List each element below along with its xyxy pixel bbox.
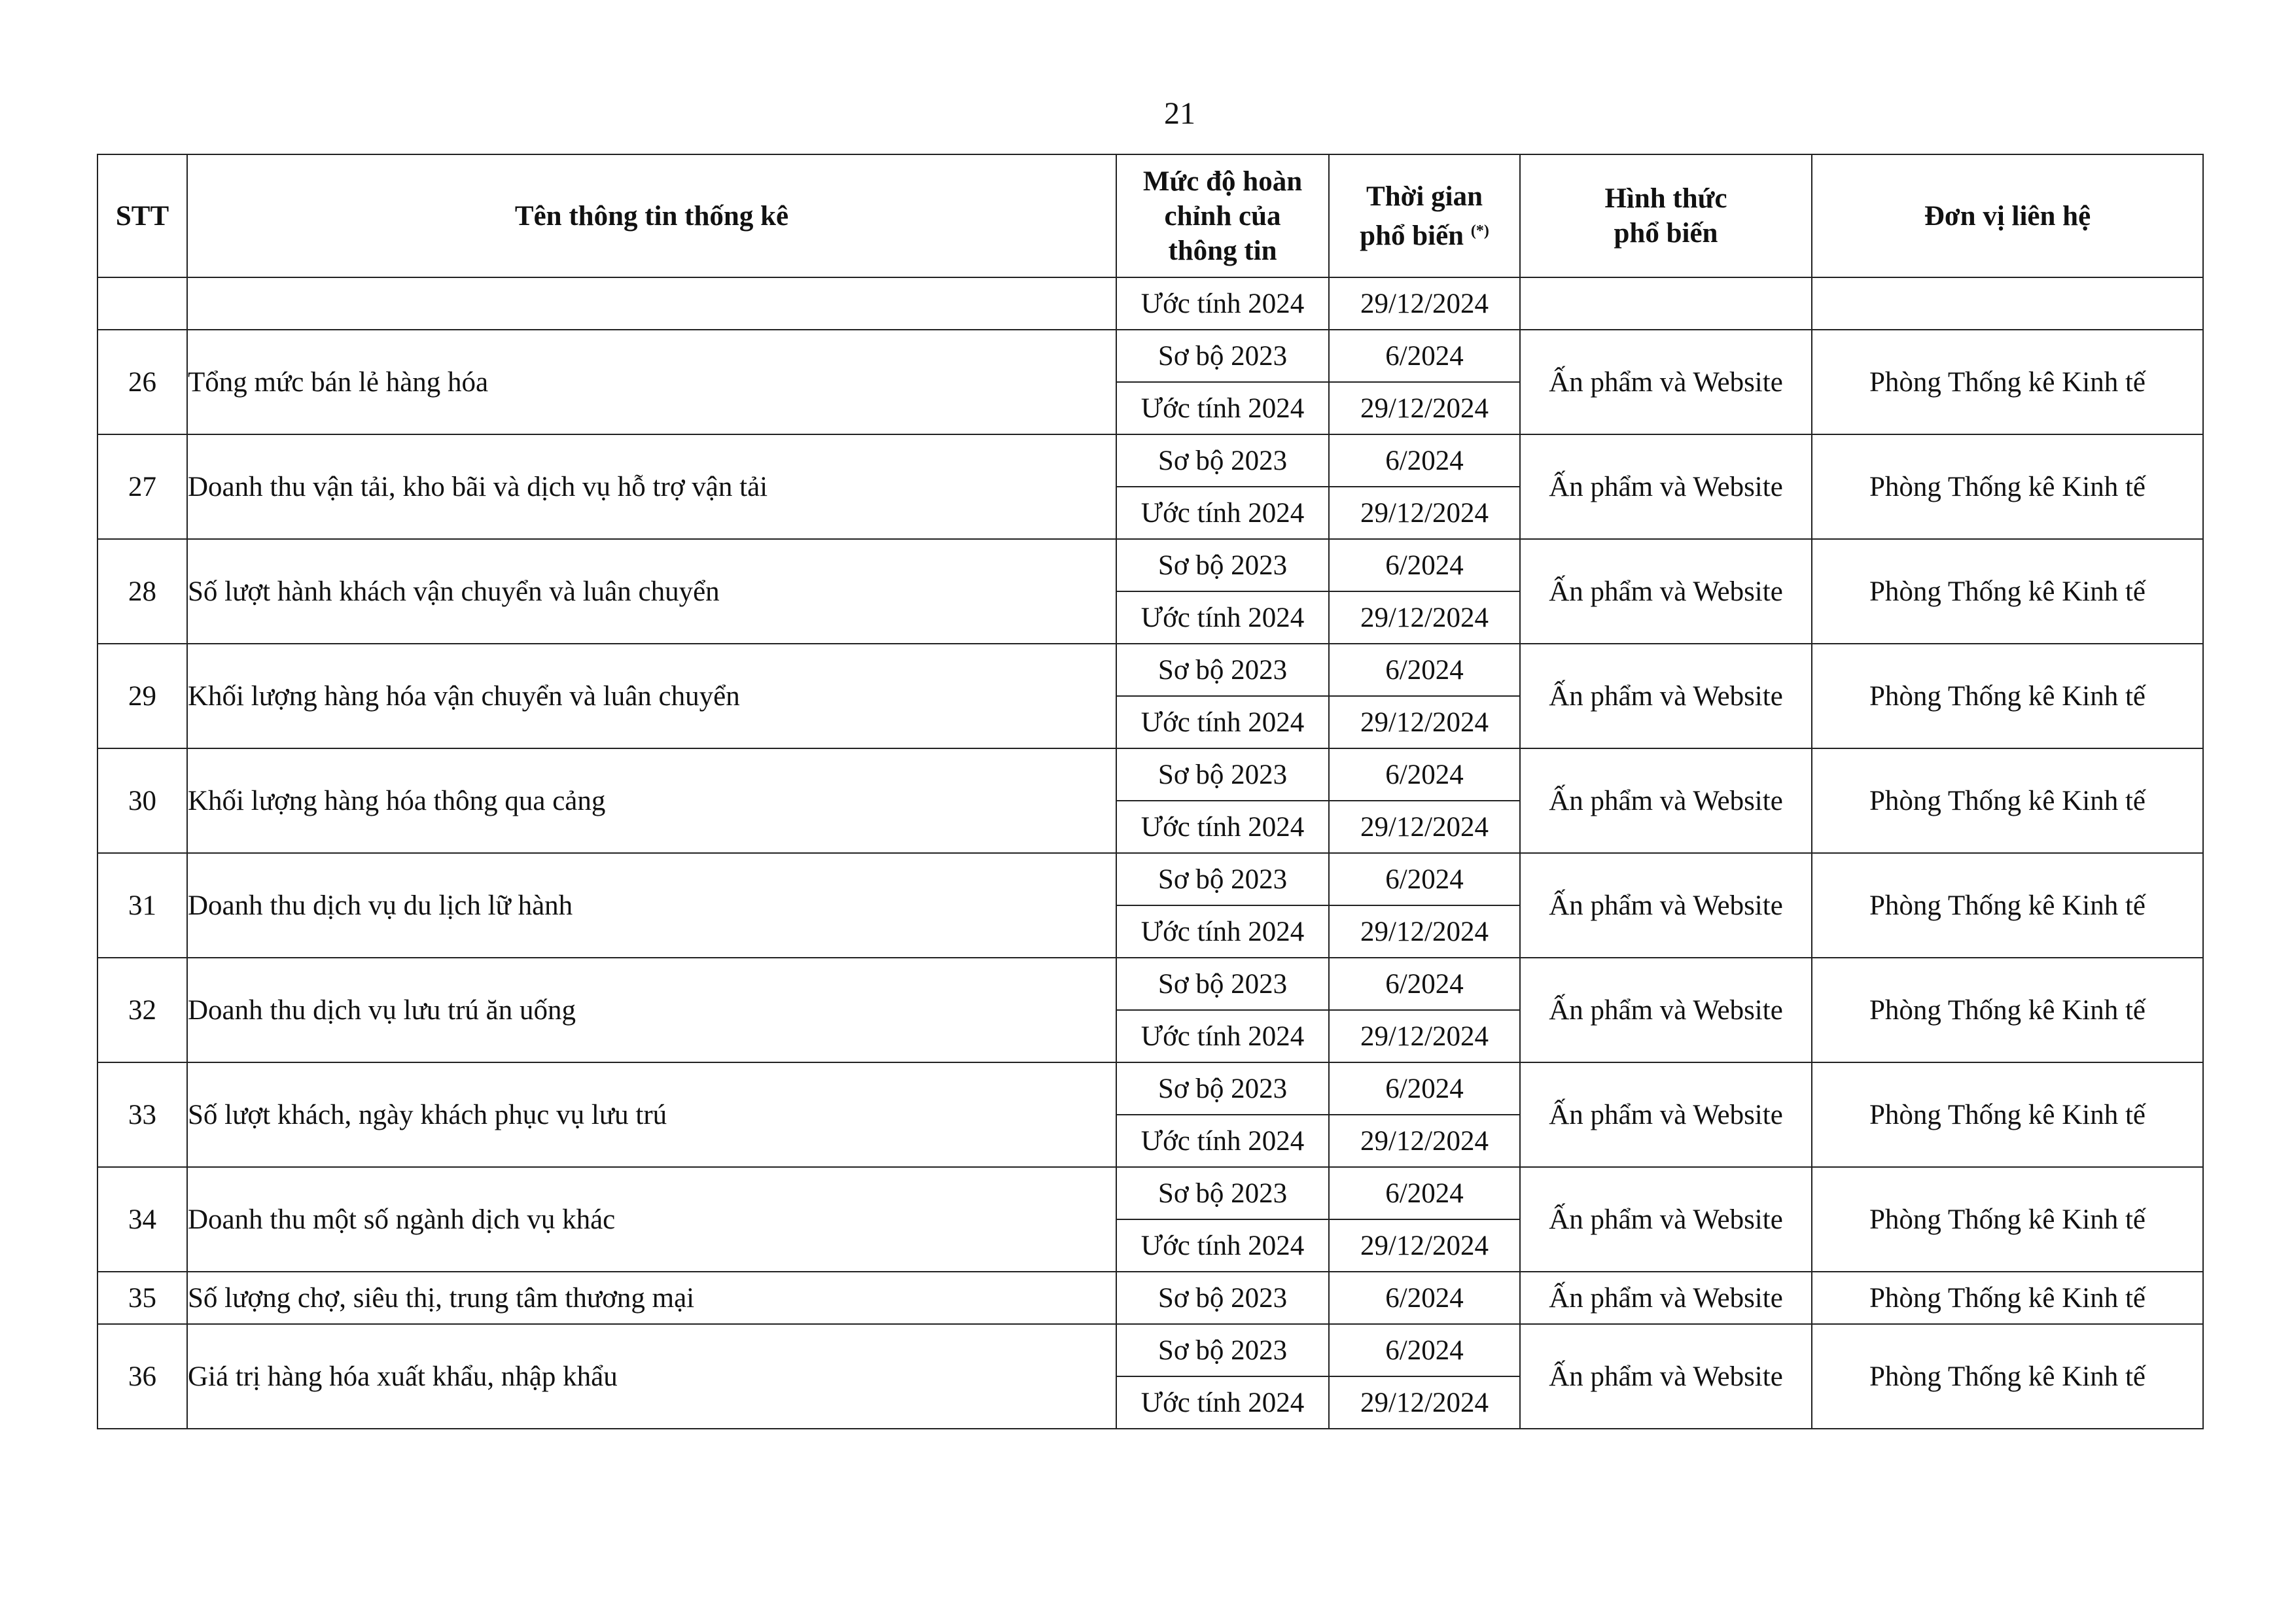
name-cell: Giá trị hàng hóa xuất khẩu, nhập khẩu bbox=[187, 1324, 1116, 1429]
table-row bbox=[97, 539, 2203, 591]
level-cell: Sơ bộ 2023 bbox=[1116, 1272, 1329, 1324]
header-level bbox=[1116, 154, 1329, 277]
name-cell: Số lượt khách, ngày khách phục vụ lưu trú bbox=[187, 1062, 1116, 1167]
form-cell: Ấn phẩm và Website bbox=[1520, 330, 1812, 434]
time-cell: 29/12/2024 bbox=[1329, 382, 1520, 434]
table-body bbox=[97, 277, 2203, 1429]
continuation-form-cell bbox=[1520, 277, 1812, 330]
stt-cell: 34 bbox=[97, 1167, 187, 1272]
unit-cell: Phòng Thống kê Kinh tế bbox=[1812, 1062, 2203, 1167]
header-row bbox=[97, 154, 2203, 277]
time-cell: 6/2024 bbox=[1329, 958, 1520, 1010]
table-row bbox=[97, 853, 2203, 905]
level-cell: Ước tính 2024 bbox=[1116, 591, 1329, 644]
unit-cell: Phòng Thống kê Kinh tế bbox=[1812, 1272, 2203, 1324]
table-row bbox=[97, 1062, 2203, 1115]
time-cell: 6/2024 bbox=[1329, 434, 1520, 487]
level-cell: Ước tính 2024 bbox=[1116, 487, 1329, 539]
level-cell: Ước tính 2024 bbox=[1116, 382, 1329, 434]
time-cell: 29/12/2024 bbox=[1329, 696, 1520, 748]
table-row bbox=[97, 330, 2203, 382]
name-cell: Số lượt hành khách vận chuyển và luân chuyển bbox=[187, 539, 1116, 644]
unit-cell: Phòng Thống kê Kinh tế bbox=[1812, 330, 2203, 434]
level-cell: Ước tính 2024 bbox=[1116, 1219, 1329, 1272]
time-cell: 6/2024 bbox=[1329, 853, 1520, 905]
continuation-stt-cell bbox=[97, 277, 187, 330]
unit-cell: Phòng Thống kê Kinh tế bbox=[1812, 958, 2203, 1062]
table-row bbox=[97, 958, 2203, 1010]
stt-cell: 36 bbox=[97, 1324, 187, 1429]
level-cell: Sơ bộ 2023 bbox=[1116, 1324, 1329, 1376]
form-cell: Ấn phẩm và Website bbox=[1520, 1167, 1812, 1272]
stt-cell: 28 bbox=[97, 539, 187, 644]
time-cell: 29/12/2024 bbox=[1329, 1115, 1520, 1167]
time-cell: 6/2024 bbox=[1329, 539, 1520, 591]
unit-cell: Phòng Thống kê Kinh tế bbox=[1812, 539, 2203, 644]
header-level-line: chỉnh của bbox=[1164, 200, 1281, 232]
time-cell: 29/12/2024 bbox=[1329, 1376, 1520, 1429]
time-cell: 29/12/2024 bbox=[1329, 801, 1520, 853]
header-time-line: phổ biến bbox=[1360, 220, 1464, 251]
level-cell: Ước tính 2024 bbox=[1116, 1115, 1329, 1167]
header-stt: STT bbox=[97, 154, 187, 277]
table-row bbox=[97, 1272, 2203, 1324]
time-cell: 6/2024 bbox=[1329, 330, 1520, 382]
time-cell: 29/12/2024 bbox=[1329, 487, 1520, 539]
level-cell: Sơ bộ 2023 bbox=[1116, 1062, 1329, 1115]
continuation-name-cell bbox=[187, 277, 1116, 330]
level-cell: Sơ bộ 2023 bbox=[1116, 958, 1329, 1010]
level-cell: Sơ bộ 2023 bbox=[1116, 434, 1329, 487]
name-cell: Doanh thu một số ngành dịch vụ khác bbox=[187, 1167, 1116, 1272]
page-number: 21 bbox=[1164, 96, 1195, 131]
stt-cell: 35 bbox=[97, 1272, 187, 1324]
header-time bbox=[1329, 154, 1520, 277]
table-row bbox=[97, 434, 2203, 487]
level-cell: Ước tính 2024 bbox=[1116, 696, 1329, 748]
unit-cell: Phòng Thống kê Kinh tế bbox=[1812, 434, 2203, 539]
unit-cell: Phòng Thống kê Kinh tế bbox=[1812, 748, 2203, 853]
form-cell: Ấn phẩm và Website bbox=[1520, 1272, 1812, 1324]
form-cell: Ấn phẩm và Website bbox=[1520, 748, 1812, 853]
unit-cell: Phòng Thống kê Kinh tế bbox=[1812, 853, 2203, 958]
continuation-time-cell: 29/12/2024 bbox=[1329, 277, 1520, 330]
table-row bbox=[97, 748, 2203, 801]
time-cell: 6/2024 bbox=[1329, 1324, 1520, 1376]
stt-cell: 27 bbox=[97, 434, 187, 539]
form-cell: Ấn phẩm và Website bbox=[1520, 853, 1812, 958]
time-cell: 6/2024 bbox=[1329, 1167, 1520, 1219]
time-cell: 6/2024 bbox=[1329, 1062, 1520, 1115]
time-cell: 6/2024 bbox=[1329, 644, 1520, 696]
stt-cell: 26 bbox=[97, 330, 187, 434]
table-row bbox=[97, 644, 2203, 696]
time-cell: 29/12/2024 bbox=[1329, 1010, 1520, 1062]
continuation-level-cell: Ước tính 2024 bbox=[1116, 277, 1329, 330]
name-cell: Doanh thu dịch vụ du lịch lữ hành bbox=[187, 853, 1116, 958]
level-cell: Sơ bộ 2023 bbox=[1116, 644, 1329, 696]
name-cell: Doanh thu vận tải, kho bãi và dịch vụ hỗ trợ vận tải bbox=[187, 434, 1116, 539]
time-cell: 6/2024 bbox=[1329, 748, 1520, 801]
level-cell: Ước tính 2024 bbox=[1116, 905, 1329, 958]
stt-cell: 30 bbox=[97, 748, 187, 853]
time-cell: 29/12/2024 bbox=[1329, 591, 1520, 644]
header-form-line: phổ biến bbox=[1614, 218, 1718, 249]
header-time-line: Thời gian bbox=[1366, 181, 1483, 212]
form-cell: Ấn phẩm và Website bbox=[1520, 644, 1812, 748]
level-cell: Sơ bộ 2023 bbox=[1116, 748, 1329, 801]
header-unit: Đơn vị liên hệ bbox=[1812, 154, 2203, 277]
name-cell: Khối lượng hàng hóa thông qua cảng bbox=[187, 748, 1116, 853]
stt-cell: 29 bbox=[97, 644, 187, 748]
header-form-line: Hình thức bbox=[1604, 183, 1727, 214]
continuation-unit-cell bbox=[1812, 277, 2203, 330]
name-cell: Khối lượng hàng hóa vận chuyển và luân chuyển bbox=[187, 644, 1116, 748]
stt-cell: 32 bbox=[97, 958, 187, 1062]
continuation-row bbox=[97, 277, 2203, 330]
level-cell: Ước tính 2024 bbox=[1116, 1376, 1329, 1429]
level-cell: Sơ bộ 2023 bbox=[1116, 853, 1329, 905]
table-row bbox=[97, 1324, 2203, 1376]
name-cell: Doanh thu dịch vụ lưu trú ăn uống bbox=[187, 958, 1116, 1062]
unit-cell: Phòng Thống kê Kinh tế bbox=[1812, 1324, 2203, 1429]
table-row bbox=[97, 1167, 2203, 1219]
time-cell: 6/2024 bbox=[1329, 1272, 1520, 1324]
level-cell: Sơ bộ 2023 bbox=[1116, 539, 1329, 591]
name-cell: Số lượng chợ, siêu thị, trung tâm thương mại bbox=[187, 1272, 1116, 1324]
level-cell: Ước tính 2024 bbox=[1116, 801, 1329, 853]
form-cell: Ấn phẩm và Website bbox=[1520, 1062, 1812, 1167]
form-cell: Ấn phẩm và Website bbox=[1520, 539, 1812, 644]
header-time-note: (*) bbox=[1470, 222, 1489, 239]
unit-cell: Phòng Thống kê Kinh tế bbox=[1812, 644, 2203, 748]
header-name: Tên thông tin thống kê bbox=[187, 154, 1116, 277]
unit-cell: Phòng Thống kê Kinh tế bbox=[1812, 1167, 2203, 1272]
level-cell: Sơ bộ 2023 bbox=[1116, 330, 1329, 382]
level-cell: Ước tính 2024 bbox=[1116, 1010, 1329, 1062]
stt-cell: 31 bbox=[97, 853, 187, 958]
header-level-line: Mức độ hoàn bbox=[1142, 166, 1303, 197]
form-cell: Ấn phẩm và Website bbox=[1520, 1324, 1812, 1429]
time-cell: 29/12/2024 bbox=[1329, 905, 1520, 958]
level-cell: Sơ bộ 2023 bbox=[1116, 1167, 1329, 1219]
form-cell: Ấn phẩm và Website bbox=[1520, 434, 1812, 539]
header-form bbox=[1520, 154, 1812, 277]
name-cell: Tổng mức bán lẻ hàng hóa bbox=[187, 330, 1116, 434]
stt-cell: 33 bbox=[97, 1062, 187, 1167]
header-level-line: thông tin bbox=[1168, 235, 1277, 266]
form-cell: Ấn phẩm và Website bbox=[1520, 958, 1812, 1062]
statistics-table bbox=[97, 154, 2204, 1429]
time-cell: 29/12/2024 bbox=[1329, 1219, 1520, 1272]
